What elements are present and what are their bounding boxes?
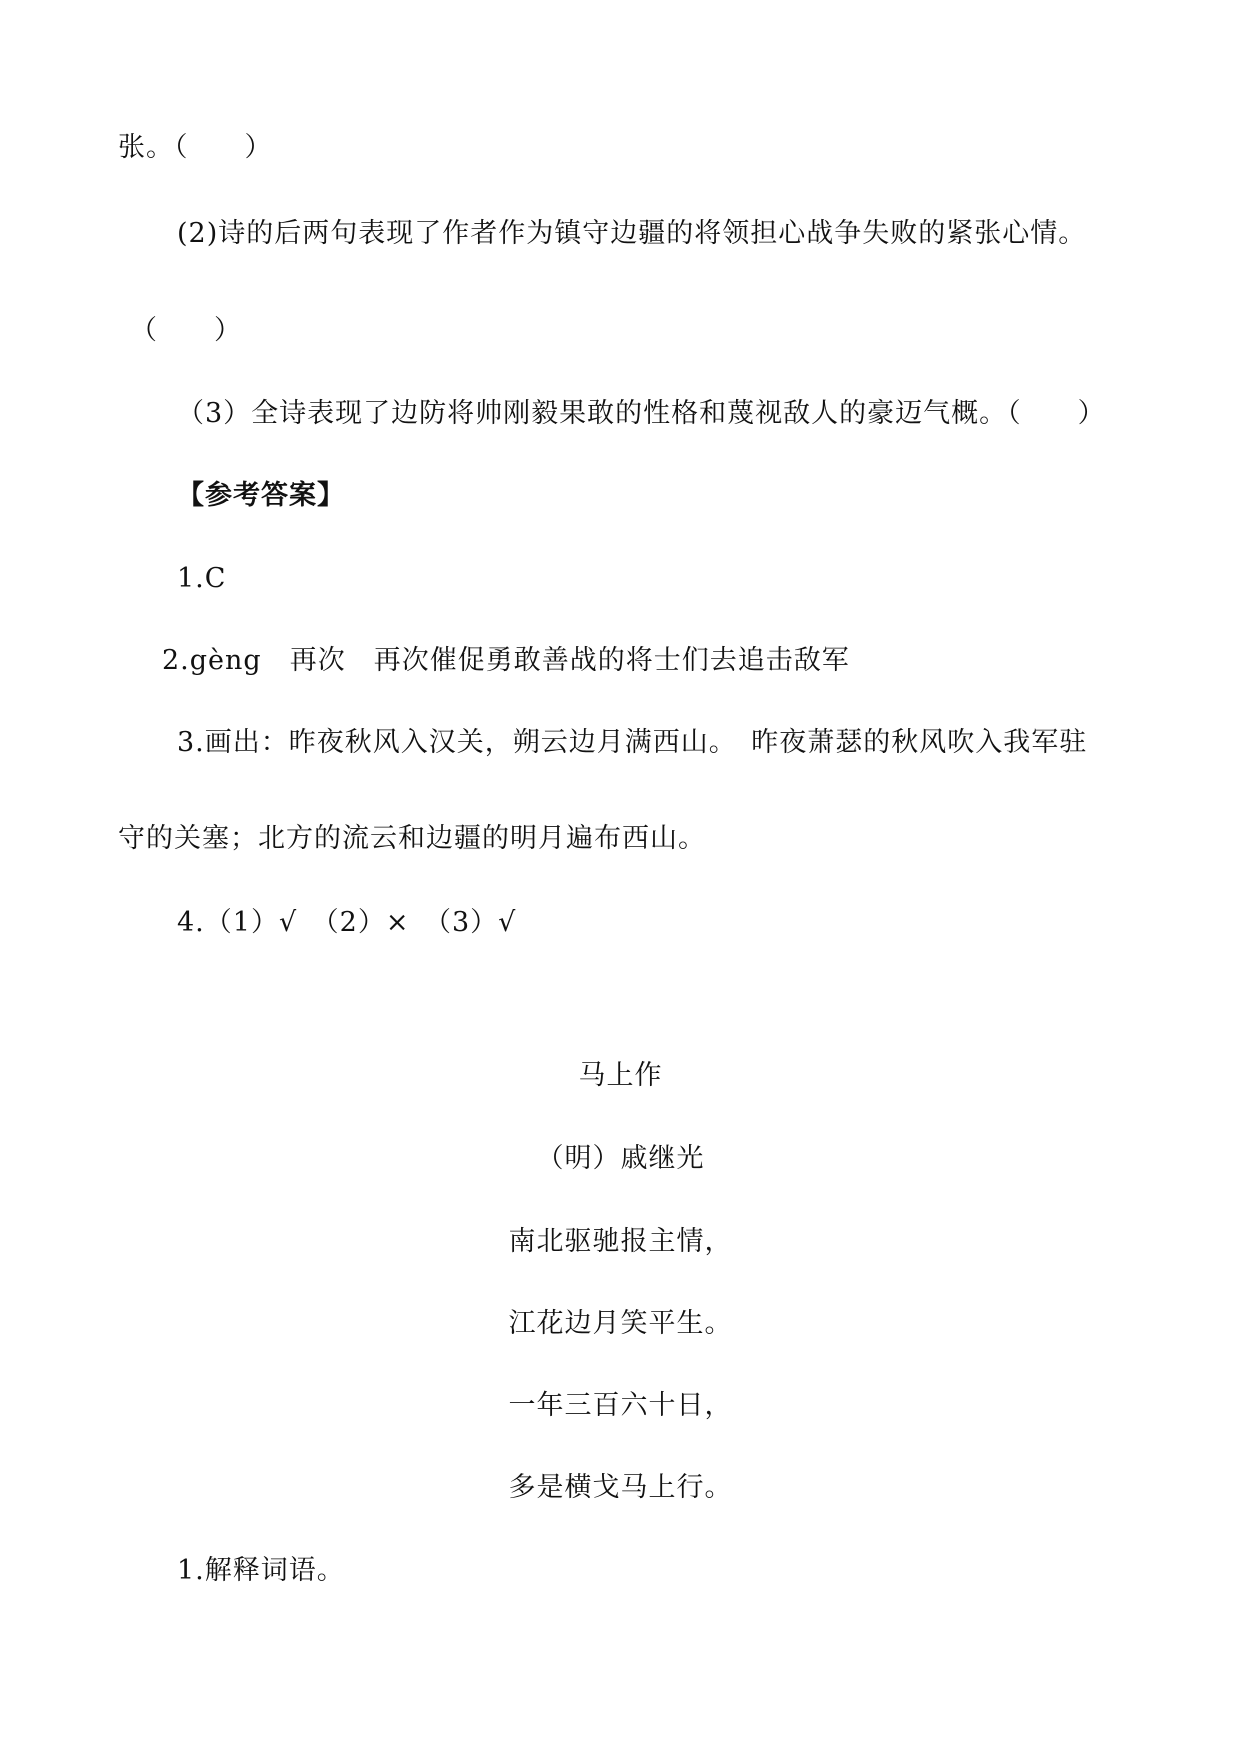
poem-line-4: 多是横戈马上行。: [508, 1472, 733, 1503]
answer-2: 2.gèng 再次 再次催促勇敢善战的将士们去追击敌军: [162, 645, 850, 676]
poem-line-1: 南北驱驰报主情，: [508, 1226, 733, 1257]
question-tail-text: 张。（ ）: [118, 132, 273, 163]
answer-4: 4.（1）√ （2）× （3）√: [177, 907, 517, 938]
poem-line-3: 一年三百六十日，: [508, 1390, 733, 1421]
question-4-item-2-answer-paren: （ ）: [130, 315, 242, 346]
poem-line-2: 江花边月笑平生。: [508, 1308, 733, 1339]
answer-3-line-2: 守的关塞；北方的流云和边疆的明月遍布西山。: [118, 823, 706, 854]
poem-title: 马上作: [578, 1060, 663, 1091]
poem-author: （明）戚继光: [536, 1143, 705, 1174]
question-4-item-2: (2)诗的后两句表现了作者作为镇守边疆的将领担心战争失败的紧张心情。: [177, 218, 1087, 249]
answers-heading: 【参考答案】: [177, 480, 345, 511]
new-question-1: 1.解释词语。: [177, 1555, 345, 1586]
answer-1: 1.C: [177, 563, 227, 594]
answer-3-line-1: 3.画出：昨夜秋风入汉关，朔云边月满西山。 昨夜萧瑟的秋风吹入我军驻: [177, 727, 1088, 758]
question-4-item-3: （3）全诗表现了边防将帅刚毅果敢的性格和蔑视敌人的豪迈气概。（ ）: [177, 398, 1106, 429]
